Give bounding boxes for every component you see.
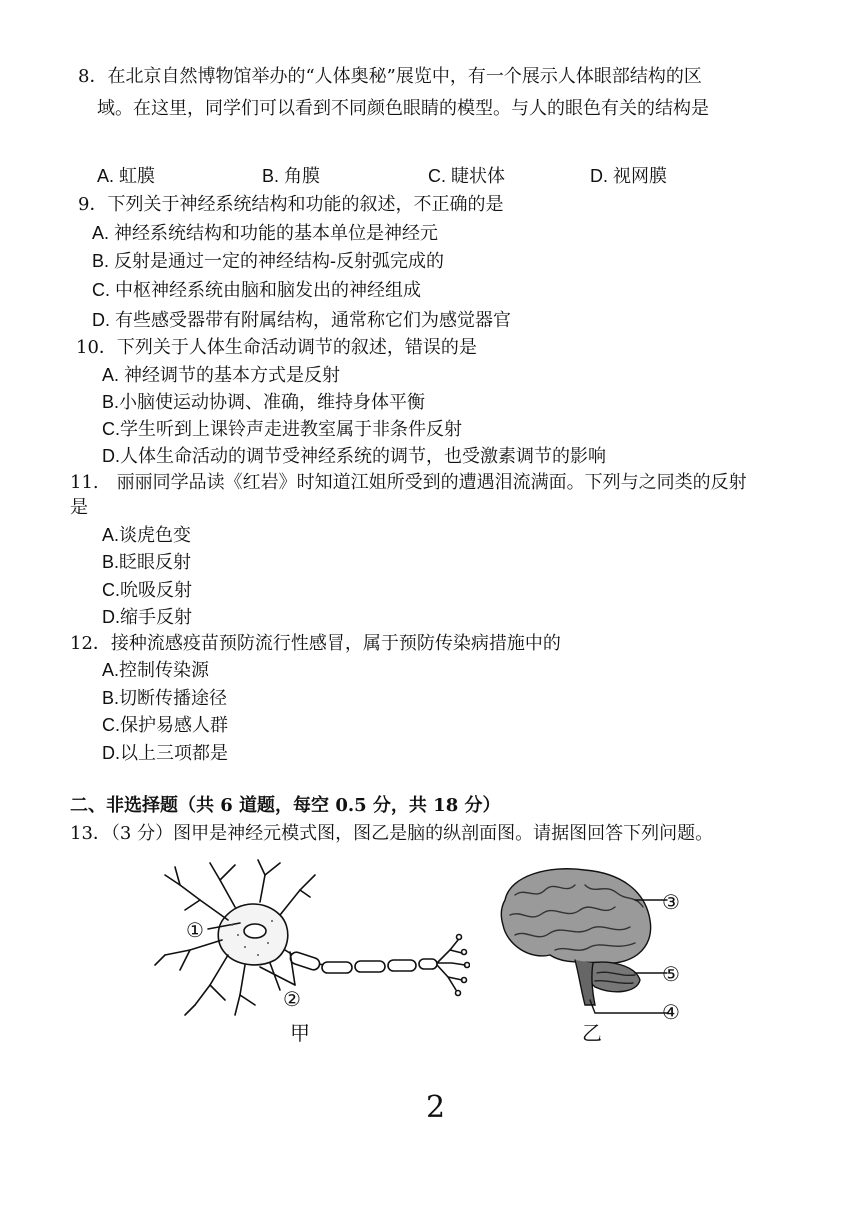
figure-a-caption: 甲 — [290, 1021, 310, 1045]
q10-option-c: C.学生听到上课铃声走进教室属于非条件反射 — [102, 419, 462, 439]
q8-option-b: B. 角膜 — [262, 166, 321, 186]
neuron-label-2: ② — [283, 987, 301, 1011]
q8-stem-line2: 域。在这里，同学们可以看到不同颜色眼睛的模型。与人的眼色有关的结构是 — [97, 98, 709, 119]
q10-option-d: D.人体生命活动的调节受神经系统的调节，也受激素调节的影响 — [102, 446, 606, 466]
q9-option-a: A. 神经系统结构和功能的基本单位是神经元 — [92, 223, 439, 243]
neuron-label-1: ① — [186, 918, 204, 942]
q9-option-b: B. 反射是通过一定的神经结构-反射弧完成的 — [92, 251, 445, 271]
q9-option-d: D. 有些感受器带有附属结构，通常称它们为感觉器官 — [92, 310, 511, 330]
section-heading: 二、非选择题（共 6 道题，每空 0.5 分，共 18 分） — [70, 795, 501, 816]
q11-option-c: C.吮吸反射 — [102, 580, 192, 600]
q10-stem: 10．下列关于人体生命活动调节的叙述，错误的是 — [76, 337, 477, 358]
q12-option-c: C.保护易感人群 — [102, 715, 228, 735]
figure-b-caption: 乙 — [582, 1021, 602, 1045]
neuron-diagram — [140, 855, 470, 1045]
q10-option-a: A. 神经调节的基本方式是反射 — [102, 365, 341, 385]
q12-option-b: B.切断传播途径 — [102, 688, 228, 708]
q10-option-b: B.小脑使运动协调、准确，维持身体平衡 — [102, 392, 426, 412]
q12-option-a: A.控制传染源 — [102, 660, 210, 680]
brain-diagram — [495, 865, 685, 1015]
q8-option-a: A. 虹膜 — [97, 166, 156, 186]
brain-label-3: ③ — [662, 890, 680, 914]
q11-stem-line1: 11. 丽丽同学品读《红岩》时知道江姐所受到的遭遇泪流满面。下列与之同类的反射 — [70, 472, 747, 493]
brain-label-5: ⑤ — [662, 962, 680, 986]
neuron-figure — [140, 855, 470, 1045]
q9-stem: 9．下列关于神经系统结构和功能的叙述，不正确的是 — [78, 194, 504, 215]
brain-label-4: ④ — [662, 1000, 680, 1024]
brain-figure — [495, 865, 685, 1015]
q11-option-b: B.眨眼反射 — [102, 552, 192, 572]
q13-stem: 13．（3 分）图甲是神经元模式图，图乙是脑的纵剖面图。请据图回答下列问题。 — [70, 823, 714, 844]
q11-stem-line2: 是 — [70, 497, 88, 518]
q11-option-d: D.缩手反射 — [102, 607, 192, 627]
q9-option-c: C. 中枢神经系统由脑和脑发出的神经组成 — [92, 280, 421, 300]
q11-option-a: A.谈虎色变 — [102, 525, 192, 545]
q12-stem: 12．接种流感疫苗预防流行性感冒，属于预防传染病措施中的 — [70, 633, 561, 654]
q8-option-d: D. 视网膜 — [590, 166, 668, 186]
q12-option-d: D.以上三项都是 — [102, 743, 228, 763]
page-number: 2 — [426, 1090, 446, 1125]
q8-option-c: C. 睫状体 — [428, 166, 506, 186]
q8-stem-line1: 8．在北京自然博物馆举办的“人体奥秘”展览中，有一个展示人体眼部结构的区 — [78, 66, 702, 87]
